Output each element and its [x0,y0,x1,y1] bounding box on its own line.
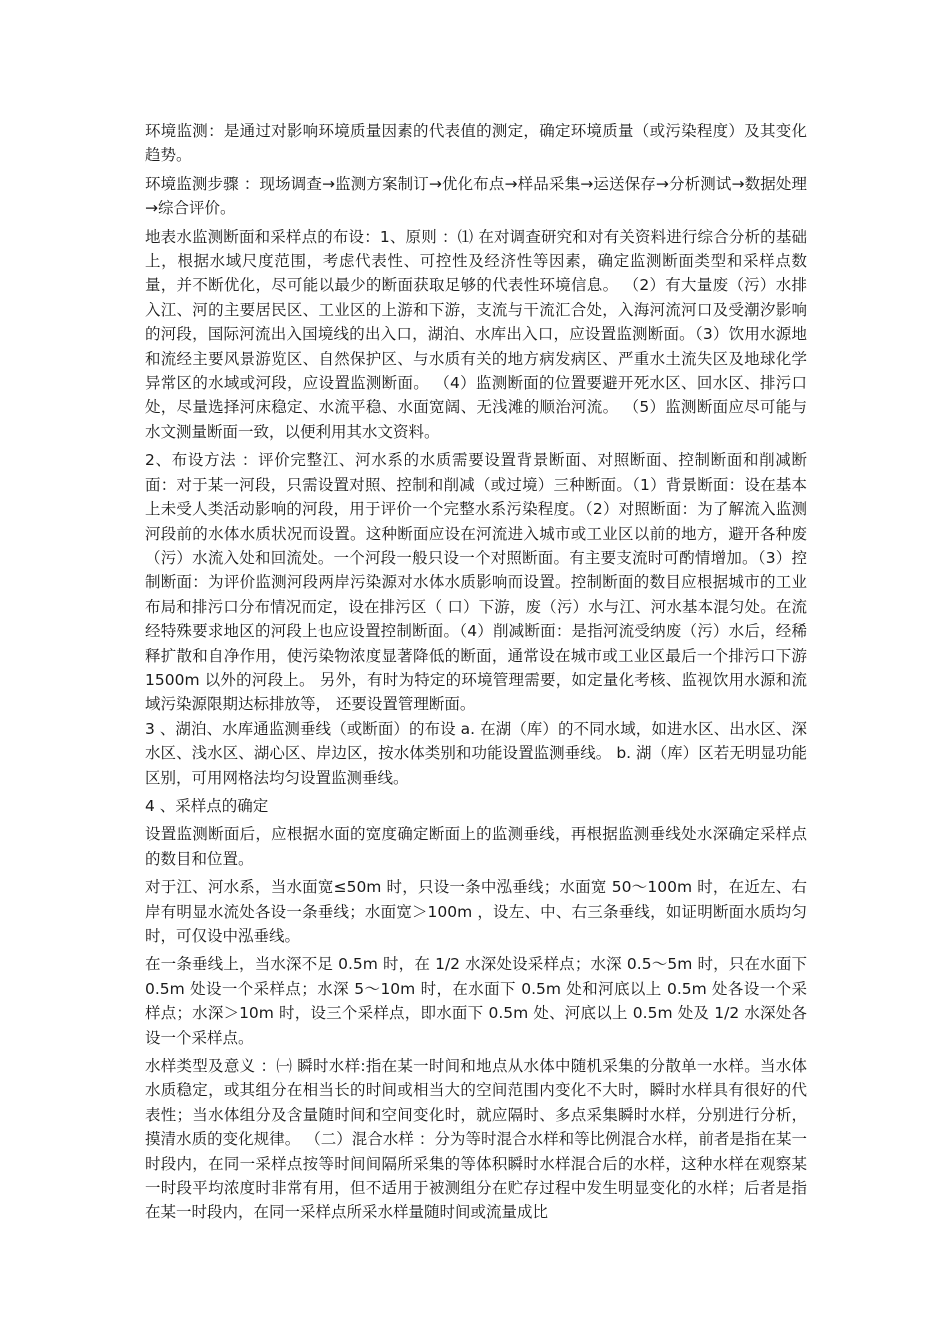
paragraph-definition: 环境监测：是通过对影响环境质量因素的代表值的测定，确定环境质量（或污染程度）及其变化趋势。 [145,122,807,165]
paragraph-sample-types: 水样类型及意义 ：㈠ 瞬时水样:指在某一时间和地点从水体中随机采集的分散单一水样。当水体水质稳定，或其组分在相当长的时间或相当大的空间范围内变化不大时，瞬时水样具有很好的代表性；当水体组分及含量随时间和空间变化时，就应隔时、多点采集瞬时水样，分别进行分析，摸清水质的变化规律。 （二）混合水样 ：分为等时混合水样和等比例混合水样，前者是指在某一时段内，在同一采样点按等时间间隔所采集的等体积瞬时水样混合后的水样，这种水样在观察某一时段平均浓度时非常有用，但不适用于被测组分在贮存过程中发生明显变化的水样；后者是指在某一时段内，在同一采样点所采水样量随时间或流量成比 [145,1057,807,1222]
document-body [145,119,807,1225]
paragraph-section-sampling-heading: 4 、采样点的确定 [145,796,269,815]
paragraph-section-principles: 地表水监测断面和采样点的布设：1、原则 ：⑴ 在对调查研究和对有关资料进行综合分析的基础上，根据水域尺度范围，考虑代表性、可控性及经济性等因素，确定监测断面类型和采样点数量，并不断优化，尽可能以最少的断面获取足够的代表性环境信息。 （2）有大量废（污）水排入江、河的主要居民区、工业区的上游和下游，支流与干流汇合处，入海河流河口及受潮汐影响的河段，国际河流出入国境线的出入口，湖泊、水库出入口，应设置监测断面。（3）饮用水源地和流经主要风景游览区、自然保护区、与水质有关的地方病发病区、严重水土流失区及地球化学异常区的水域或河段，应设置监测断面。 （4）监测断面的位置要避开死水区、回水区、排污口处，尽量选择河床稳定、水流平稳、水面宽阔、无浅滩的顺治河流。 （5）监测断面应尽可能与水文测量断面一致，以便利用其水文资料。 [145,227,807,441]
paragraph-sampling-intro: 设置监测断面后，应根据水面的宽度确定断面上的监测垂线，再根据监测垂线处水深确定采样点的数目和位置。 [145,825,807,868]
paragraph-river-width-rules: 对于江、河水系，当水面宽≤50m 时，只设一条中泓垂线；水面宽 50～100m 时，在近左、右岸有明显水流处各设一条垂线；水面宽＞100m ，设左、中、右三条垂线，如证明断面水质均匀时，可仅设中泓垂线。 [145,878,807,945]
paragraph-section-layout-method: 2、布设方法 ：评价完整江、河水系的水质需要设置背景断面、对照断面、控制断面和削减断面：对于某一河段，只需设置对照、控制和削减（或过境）三种断面。（1）背景断面：设在基本上未受人类活动影响的河段，用于评价一个完整水系污染程度。（2）对照断面：为了解流入监测河段前的水体水质状况而设置。这种断面应设在河流进入城市或工业区以前的地方，避开各种废（污）水流入处和回流处。一个河段一般只设一个对照断面。有主要支流时可酌情增加。（3）控制断面：为评价监测河段两岸污染源对水体水质影响而设置。控制断面的数目应根据城市的工业布局和排污口分布情况而定，设在排污区（ 口）下游，废（污）水与江、河水基本混匀处。在流经特殊要求地区的河段上也应设置控制断面。（4）削减断面：是指河流受纳废（污）水后，经稀释扩散和自净作用，使污染物浓度显著降低的断面，通常设在城市或工业区最后一个排污口下游 1500m 以外的河段上。 另外，有时为特定的环境管理需要，如定量化考核、监视饮用水源和流域污染源限期达标排放等， 还要设置管理断面。 [145,451,807,714]
paragraph-monitoring-steps: 环境监测步骤 ：现场调查→监测方案制订→优化布点→样品采集→运送保存→分析测试→数据处理→综合评价。 [145,174,807,218]
paragraph-section-lakes: 3 、湖泊、水库通监测垂线（或断面）的布设 a. 在湖（库）的不同水域，如进水区、出水区、深水区、浅水区、湖心区、岸边区，按水体类别和功能设置监测垂线。 b. 湖（库）区若无明显功能区别，可用网格法均匀设置监测垂线。 [145,719,807,787]
paragraph-depth-rules: 在一条垂线上，当水深不足 0.5m 时，在 1/2 水深处设采样点；水深 0.5～5m 时，只在水面下 0.5m 处设一个采样点；水深 5～10m 时，在水面下 0.5m 处和河底以上 0.5m 处各设一个采样点；水深＞10m 时，设三个采样点，即水面下 0.5m 处、河底以上 0.5m 处及 1/2 水深处各设一个采样点。 [145,955,807,1047]
